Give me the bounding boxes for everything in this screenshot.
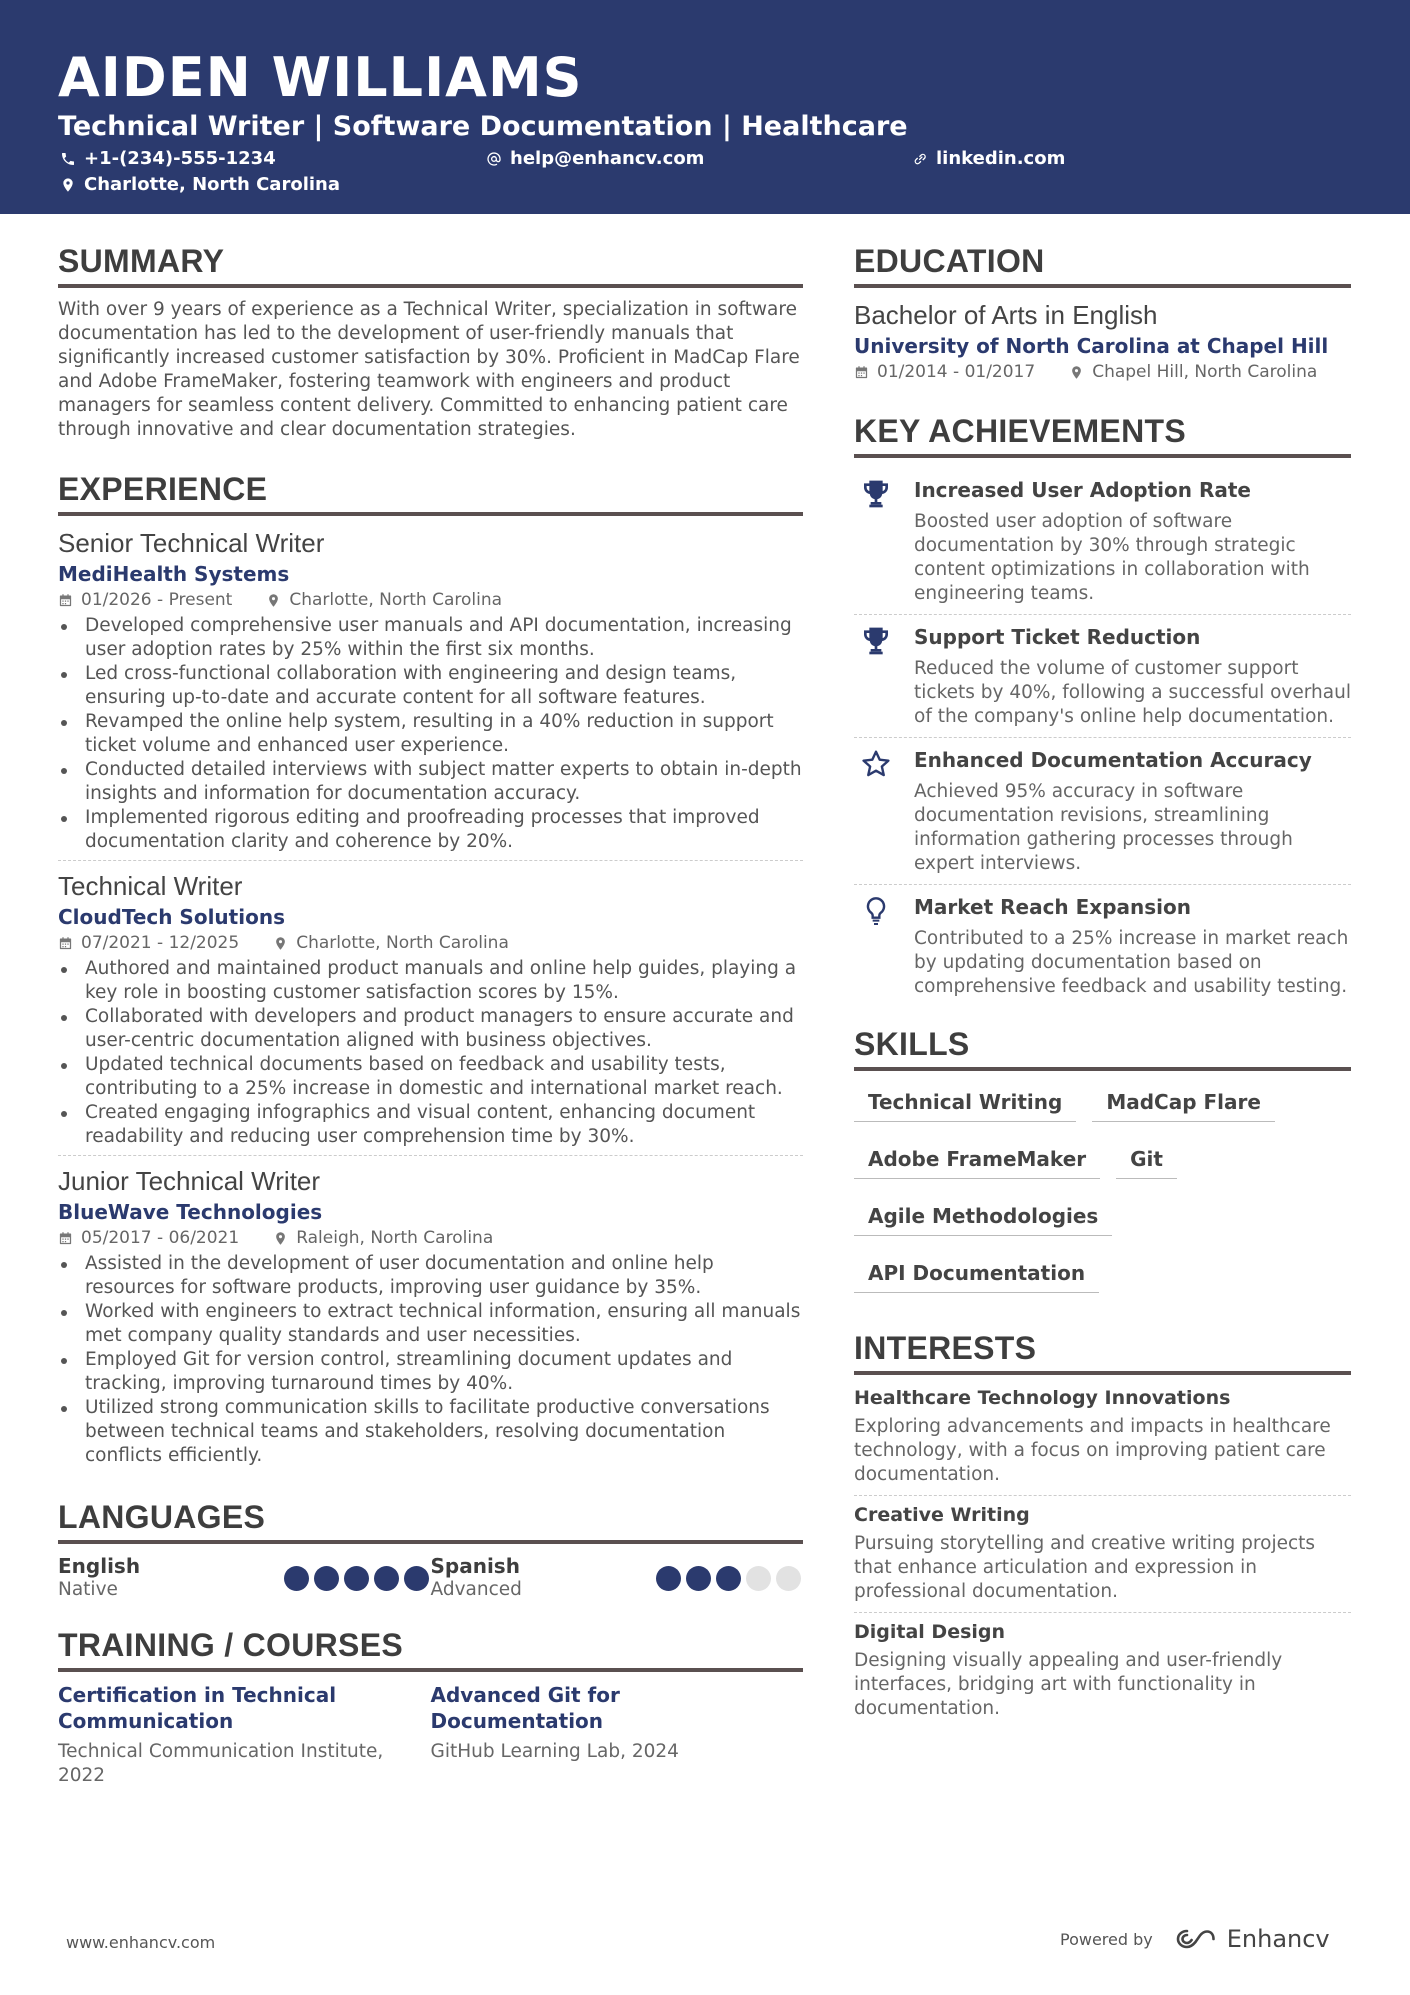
job-bullet: Employed Git for version control, streamlining document updates and tracking, improving turnaround times by 40%. [58,1348,803,1396]
experience-section [58,468,803,1474]
footer-website[interactable]: www.enhancv.com [66,1933,216,1952]
location-pin-icon [273,936,288,951]
left-column [58,240,803,1788]
languages-title: LANGUAGES [58,1496,803,1544]
training-list [58,1682,803,1788]
candidate-name: AIDEN WILLIAMS [58,46,583,109]
proficiency-dot [284,1566,309,1591]
training-item [58,1682,431,1788]
proficiency-dot [344,1566,369,1591]
powered-by-text: Powered by [1060,1929,1153,1949]
job-title: Technical Writer [58,871,243,901]
footer-branding [1060,1925,1330,1953]
education-meta [854,360,1351,384]
experience-title: EXPERIENCE [58,468,803,516]
education-dates: 01/2014 - 01/2017 [877,362,1036,382]
candidate-headline: Technical Writer | Software Documentation | Healthcare [58,111,908,142]
achievement-desc: Contributed to a 25% increase in market reach by updating documentation based on comprehensive feedback and usability testing. [914,928,1349,997]
job-title: Junior Technical Writer [58,1166,321,1196]
achievement-title: Enhanced Documentation Accuracy [914,748,1312,772]
school: University of North Carolina at Chapel Hill [854,334,1329,358]
calendar-icon [854,365,869,380]
brand-text: Enhancv [1226,1925,1330,1953]
skill-tag: API Documentation [854,1260,1099,1293]
contact-linkedin[interactable] [912,147,1065,171]
job-list [58,526,803,1474]
trophy-icon [860,478,892,510]
proficiency-dot [404,1566,429,1591]
location-pin-icon [266,593,281,608]
achievements-title: KEY ACHIEVEMENTS [854,410,1351,458]
summary-text: With over 9 years of experience as a Technical Writer, specialization in software documentation has led to the development of user-friendly manuals that significantly increased customer satisfaction by 30%. Proficient in MadCap Flare and Adobe FrameMaker, fostering teamwork with engineers and product managers for seamless content delivery. Committed to enhancing patient care through innovative and clear documentation strategies. [58,299,800,440]
education-location: Chapel Hill, North Carolina [1092,362,1318,382]
job-location: Charlotte, North Carolina [289,590,503,610]
job-entry [58,1155,803,1474]
training-provider: GitHub Learning Lab, 2024 [430,1741,679,1762]
interest-desc: Exploring advancements and impacts in healthcare technology, with a focus on improving patient care documentation. [854,1416,1331,1485]
proficiency-dot [656,1566,681,1591]
job-bullet: Created engaging infographics and visual content, enhancing document readability and reducing user comprehension time by 30%. [58,1101,803,1149]
achievement-item [854,468,1351,614]
job-bullet: Conducted detailed interviews with subject matter experts to obtain in-depth insights and information for documentation accuracy. [58,758,803,806]
job-dates: 01/2026 - Present [81,590,233,610]
interest-list [854,1379,1351,1729]
job-bullet: Developed comprehensive user manuals and API documentation, increasing user adoption rates by 25% within the first six months. [58,614,803,662]
location-pin-icon [1069,365,1084,380]
skill-tag: MadCap Flare [1092,1089,1275,1122]
job-bullet: Collaborated with developers and product managers to ensure accurate and user-centric documentation aligned with business objectives. [58,1005,803,1053]
achievement-icon [854,893,914,999]
company-name: BlueWave Technologies [58,1200,323,1224]
skill-tag: Agile Methodologies [854,1203,1112,1236]
resume-header [0,0,1410,214]
summary-title: SUMMARY [58,240,803,288]
achievement-title: Market Reach Expansion [914,895,1191,919]
training-provider: Technical Communication Institute, 2022 [58,1741,384,1786]
language-level: Advanced [430,1579,522,1600]
achievement-desc: Boosted user adoption of software documentation by 30% through strategic content optimizations in collaboration with engineering teams. [914,511,1310,604]
contact-email[interactable] [486,147,704,171]
interest-desc: Pursuing storytelling and creative writing projects that enhance articulation and expression in professional documentation. [854,1533,1316,1602]
job-bullet: Implemented rigorous editing and proofreading processes that improved documentation clarity and coherence by 20%. [58,806,803,854]
language-list [58,1554,803,1602]
achievement-item [854,614,1351,737]
star-icon [860,748,892,780]
job-bullet: Utilized strong communication skills to facilitate productive conversations between technical teams and stakeholders, resolving documentation conflicts efficiently. [58,1396,803,1468]
training-title: Advanced Git for Documentation [430,1683,620,1733]
phone-text: +1-(234)-555-1234 [84,148,276,169]
job-title: Senior Technical Writer [58,528,325,558]
job-bullet: Assisted in the development of user documentation and online help resources for software products, improving user guidance by 35%. [58,1252,803,1300]
summary-section [58,240,803,442]
proficiency-dot [746,1566,771,1591]
job-bullet: Worked with engineers to extract technical information, ensuring all manuals met company quality standards and user necessities. [58,1300,803,1348]
proficiency-dot [776,1566,801,1591]
link-icon [912,151,928,167]
job-bullet: Revamped the online help system, resulting in a 40% reduction in support ticket volume and enhanced user experience. [58,710,803,758]
company-name: CloudTech Solutions [58,905,285,929]
achievement-item [854,884,1351,1007]
contact-phone[interactable] [60,147,276,171]
training-title: Certification in Technical Communication [58,1683,337,1733]
skills-title: SKILLS [854,1023,1351,1071]
language-level: Native [58,1579,118,1600]
skill-tag: Adobe FrameMaker [854,1146,1100,1179]
location-text: Charlotte, North Carolina [84,174,340,195]
interest-item [854,1612,1351,1729]
language-name: Spanish [430,1554,520,1578]
achievement-list [854,468,1351,1007]
education-section [854,240,1351,384]
languages-section [58,1496,803,1602]
skill-tag: Git [1116,1146,1177,1179]
achievements-section [854,410,1351,1007]
achievement-icon [854,623,914,729]
proficiency-dots [284,1566,429,1591]
skill-tag: Technical Writing [854,1089,1076,1122]
job-bullet: Led cross-functional collaboration with engineering and design teams, ensuring up-to-date and accurate content for all software features. [58,662,803,710]
achievement-title: Increased User Adoption Rate [914,478,1251,502]
enhancv-logo-icon [1173,1926,1219,1952]
lightbulb-icon [860,895,892,927]
interest-item [854,1495,1351,1612]
interest-title: Digital Design [854,1621,1006,1643]
linkedin-text: linkedin.com [936,148,1066,169]
achievement-title: Support Ticket Reduction [914,625,1201,649]
achievement-item [854,737,1351,884]
interests-section [854,1327,1351,1729]
achievement-icon [854,746,914,876]
language-item [58,1554,431,1602]
language-name: English [58,1554,141,1578]
job-bullet: Authored and maintained product manuals and online help guides, playing a key role in boosting customer satisfaction scores by 15%. [58,957,803,1005]
email-text: help@enhancv.com [510,148,705,169]
job-bullets [58,614,803,854]
training-title: TRAINING / COURSES [58,1624,803,1672]
job-location: Charlotte, North Carolina [296,933,509,953]
achievement-icon [854,476,914,606]
at-icon [486,151,502,167]
proficiency-dot [686,1566,711,1591]
skills-section [854,1023,1351,1293]
education-title: EDUCATION [854,240,1351,288]
job-meta [58,588,803,612]
proficiency-dots [656,1566,801,1591]
enhancv-logo[interactable] [1173,1925,1330,1953]
contact-location [60,173,340,197]
interest-item [854,1379,1351,1495]
skill-list [854,1081,1351,1293]
proficiency-dot [314,1566,339,1591]
job-bullet: Updated technical documents based on feedback and usability tests, contributing to a 25% increase in domestic and international market reach. [58,1053,803,1101]
right-column [854,240,1351,1729]
achievement-desc: Achieved 95% accuracy in software documentation revisions, streamlining information gathering processes through expert interviews. [914,781,1293,874]
job-meta [58,1226,803,1250]
training-section [58,1624,803,1788]
job-dates: 05/2017 - 06/2021 [81,1228,240,1248]
location-pin-icon [60,177,76,193]
language-item [431,1554,804,1602]
job-meta [58,931,803,955]
location-pin-icon [273,1231,288,1246]
phone-icon [60,151,76,167]
achievement-desc: Reduced the volume of customer support tickets by 40%, following a successful overhaul of the company's online help documentation. [914,658,1351,727]
interests-title: INTERESTS [854,1327,1351,1375]
job-entry [58,526,803,860]
interest-desc: Designing visually appealing and user-friendly interfaces, bridging art with functionality in documentation. [854,1650,1283,1719]
proficiency-dot [374,1566,399,1591]
proficiency-dot [716,1566,741,1591]
interest-title: Healthcare Technology Innovations [854,1387,1231,1409]
calendar-icon [58,1231,73,1246]
trophy-icon [860,625,892,657]
calendar-icon [58,593,73,608]
job-location: Raleigh, North Carolina [296,1228,494,1248]
job-bullets [58,957,803,1149]
degree: Bachelor of Arts in English [854,300,1158,330]
job-bullets [58,1252,803,1468]
job-dates: 07/2021 - 12/2025 [81,933,240,953]
interest-title: Creative Writing [854,1504,1030,1526]
job-entry [58,860,803,1155]
training-item [431,1682,804,1788]
company-name: MediHealth Systems [58,562,290,586]
calendar-icon [58,936,73,951]
